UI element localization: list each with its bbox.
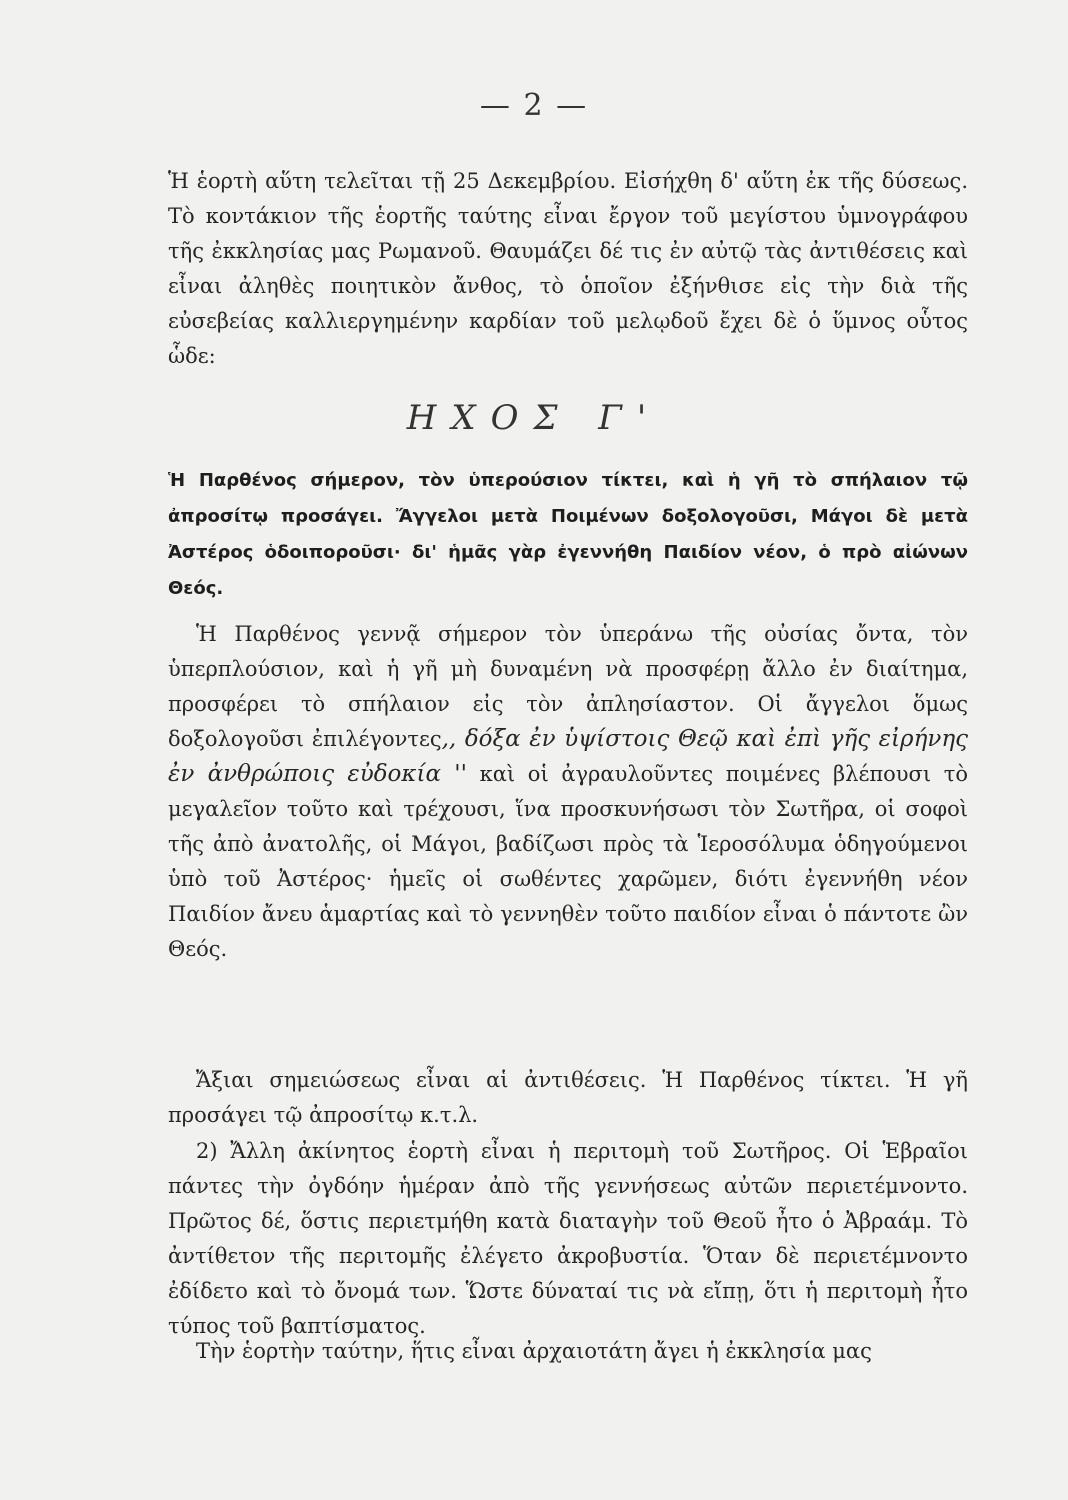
hymn-text: Ἡ Παρθένος σήμερον, τὸν ὑπερούσιον τίκτει, καὶ ἡ γῆ τὸ σπήλαιον τῷ ἀπροσίτῳ προσάγει. Ἄγγελοι μετὰ Ποιμένων δοξολογοῦσι, Μάγοι δὲ μετὰ Ἀστέρος ὁδοιποροῦσι· δι' ἡμᾶς γὰρ ἐγεννήθη Παιδίον νέον, ὁ πρὸ αἰώνων Θεός.: [168, 470, 968, 599]
page-number: — 2 —: [479, 88, 589, 123]
explanation-paragraph: [168, 617, 968, 967]
antitheses-paragraph: Ἄξιαι σημειώσεως εἶναι αἱ ἀντιθέσεις. Ἡ Παρθένος τίκτει. Ἡ γῆ προσάγει τῷ ἀπροσίτῳ κ.τ.λ.: [168, 1068, 968, 1127]
explanation-after-quote: καὶ οἱ ἀγραυλοῦντες ποιμένες βλέπουσι τὸ μεγαλεῖον τοῦτο καὶ τρέχουσι, ἵνα προσκυνήσωσι τὸν Σωτῆρα, οἱ σοφοὶ τῆς ἀπὸ ἀνατολῆς, οἱ Μάγοι, βαδίζωσι πρὸς τὰ Ἱεροσόλυμα ὁδηγούμενοι ὑπὸ τοῦ Ἀστέρος· ἡμεῖς οἱ σωθέντες χαρῶμεν, διότι ἐγεννήθη νέον Παιδίον ἄνευ ἁμαρτίας καὶ τὸ γεννηθὲν τοῦτο παιδίον εἶναι ὁ πάντοτε ὢν Θεός.: [168, 762, 969, 961]
closing-line: Τὴν ἑορτὴν ταύτην, ἥτις εἶναι ἀρχαιοτάτη ἄγει ἡ ἐκκλησία μας: [196, 1339, 872, 1363]
intro-paragraph: Ἡ ἑορτὴ αὕτη τελεῖται τῇ 25 Δεκεμβρίου. Εἰσήχθη δ' αὕτη ἐκ τῆς δύσεως. Τὸ κοντάκιον τῆς ἑορτῆς ταύτης εἶναι ἔργον τοῦ μεγίστου ὑμνογράφου τῆς ἐκκλησίας μας Ρωμανοῦ. Θαυμάζει δέ τις ἐν αὐτῷ τὰς ἀντιθέσεις καὶ εἶναι ἀληθὲς ποιητικὸν ἄνθος, τὸ ὁποῖον ἐξήνθισε εἰς τὴν διὰ τῆς εὐσεβείας καλλιεργημένην καρδίαν τοῦ μελῳδοῦ ἔχει δὲ ὁ ὕμνος οὗτος ὧδε:: [168, 169, 968, 368]
tone-heading: ΗΧΟΣ Γ': [406, 398, 662, 438]
doxology-quote: ,, δόξα ἐν ὑψίστοις Θεῷ καὶ ἐπὶ γῆς εἰρήνης ἐν ἀνθρώποις εὐδοκία '': [168, 726, 968, 787]
explanation-before-quote: Ἡ Παρθένος γεννᾷ σήμερον τὸν ὑπεράνω τῆς οὐσίας ὄντα, τὸν ὑπερπλούσιον, καὶ ἡ γῆ μὴ δυναμένη νὰ προσφέρῃ ἄλλο ἐν διαίτημα, προσφέρει τὸ σπήλαιον εἰς τὸν ἀπλησίαστον. Οἱ ἄγγελοι ὅμως δοξολογοῦσι ἐπιλέγοντες: [168, 622, 968, 751]
circumcision-paragraph: 2) Ἄλλη ἀκίνητος ἑορτὴ εἶναι ἡ περιτομὴ τοῦ Σωτῆρος. Οἱ Ἑβραῖοι πάντες τὴν ὀγδόην ἡμέραν ἀπὸ τῆς γεννήσεως αὐτῶν περιετέμνοντο. Πρῶτος δέ, ὅστις περιετμήθη κατὰ διαταγὴν τοῦ Θεοῦ ἦτο ὁ Ἀβραάμ. Τὸ ἀντίθετον τῆς περιτομῆς ἐλέγετο ἀκροβυστία. Ὅταν δὲ περιετέμνοντο ἐδίδετο καὶ τὸ ὄνομά των. Ὥστε δύναταί τις νὰ εἴπῃ, ὅτι ἡ περιτομὴ ἦτο τύπος τοῦ βαπτίσματος.: [168, 1139, 968, 1338]
